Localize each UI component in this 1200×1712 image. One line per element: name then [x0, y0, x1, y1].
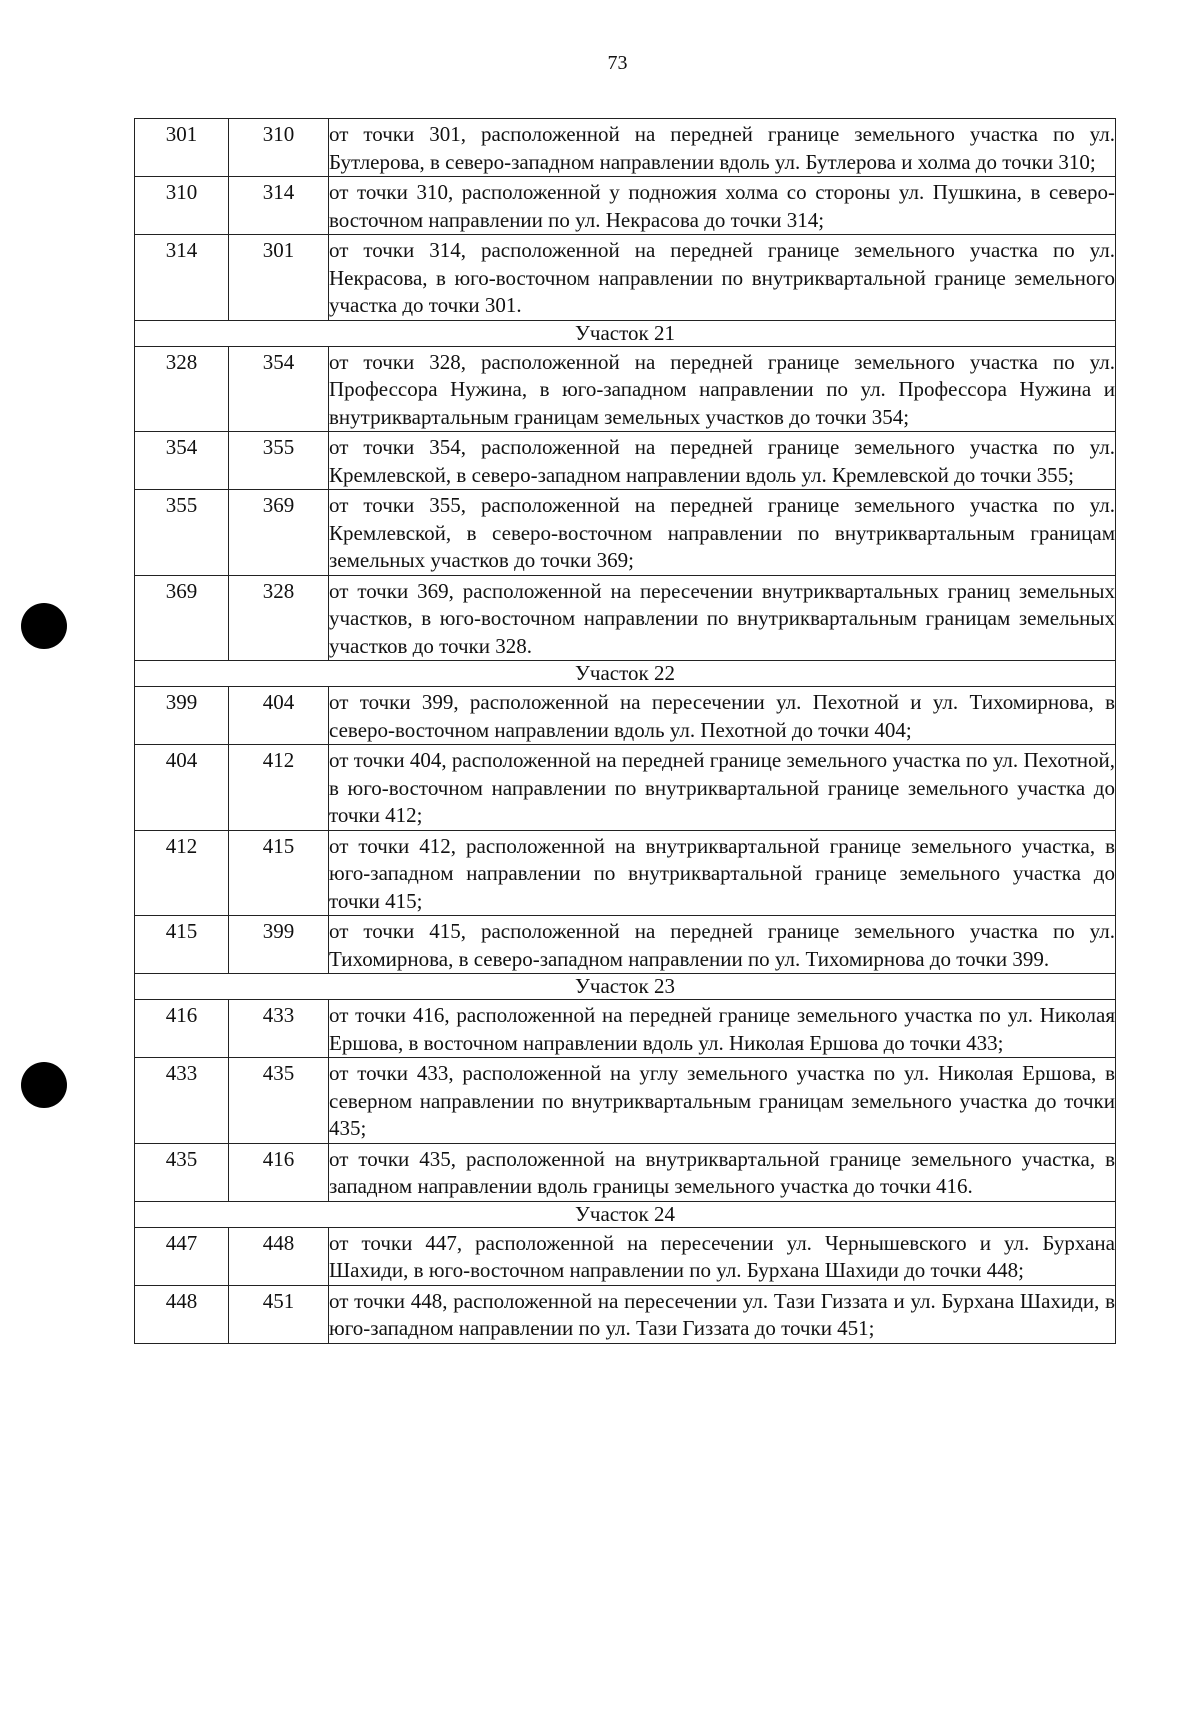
to-point-cell: 404: [229, 687, 329, 745]
description-cell: от точки 435, расположенной на внутриквартальной границе земельного участка, в западном направлении вдоль границы земельного участка до точки 416.: [329, 1143, 1116, 1201]
description-cell: от точки 355, расположенной на передней границе земельного участка по ул. Кремлевской, в северо-восточном направлении по внутриквартальным границам земельных участков до точки 369;: [329, 490, 1116, 576]
section-header-row: [135, 320, 1116, 346]
page-number: 73: [607, 52, 628, 74]
to-point-cell: 415: [229, 830, 329, 916]
section-title: Участок 24: [135, 1201, 1116, 1227]
table-row: [135, 1000, 1116, 1058]
description-cell: от точки 369, расположенной на пересечении внутриквартальных границ земельных участков, в юго-восточном направлении по внутриквартальным границам земельных участков до точки 328.: [329, 575, 1116, 661]
from-point-cell: 369: [135, 575, 229, 661]
from-point-cell: 328: [135, 346, 229, 432]
to-point-cell: 301: [229, 235, 329, 321]
description-cell: от точки 314, расположенной на передней границе земельного участка по ул. Некрасова, в юго-восточном направлении по внутриквартальной границе земельного участка до точки 301.: [329, 235, 1116, 321]
from-point-cell: 399: [135, 687, 229, 745]
table-row: [135, 119, 1116, 177]
from-point-cell: 301: [135, 119, 229, 177]
from-point-cell: 447: [135, 1227, 229, 1285]
table-row: [135, 1143, 1116, 1201]
to-point-cell: 310: [229, 119, 329, 177]
description-cell: от точки 412, расположенной на внутриквартальной границе земельного участка, в юго-западном направлении по внутриквартальной границе земельного участка до точки 415;: [329, 830, 1116, 916]
punch-hole: [21, 603, 67, 649]
table-row: [135, 745, 1116, 831]
from-point-cell: 415: [135, 916, 229, 974]
from-point-cell: 355: [135, 490, 229, 576]
table-row: [135, 687, 1116, 745]
section-header-row: [135, 661, 1116, 687]
description-cell: от точки 404, расположенной на передней границе земельного участка по ул. Пехотной, в юго-восточном направлении по внутриквартальной границе земельного участка до точки 412;: [329, 745, 1116, 831]
from-point-cell: 354: [135, 432, 229, 490]
section-title: Участок 23: [135, 974, 1116, 1000]
to-point-cell: 433: [229, 1000, 329, 1058]
from-point-cell: 448: [135, 1285, 229, 1343]
from-point-cell: 404: [135, 745, 229, 831]
description-cell: от точки 448, расположенной на пересечении ул. Тази Гиззата и ул. Бурхана Шахиди, в юго-западном направлении по ул. Тази Гиззата до точки 451;: [329, 1285, 1116, 1343]
section-title: Участок 22: [135, 661, 1116, 687]
from-point-cell: 435: [135, 1143, 229, 1201]
from-point-cell: 314: [135, 235, 229, 321]
from-point-cell: 416: [135, 1000, 229, 1058]
description-cell: от точки 328, расположенной на передней границе земельного участка по ул. Профессора Нужина, в юго-западном направлении по ул. Профессора Нужина и внутриквартальным границам земельных участков до точки 354;: [329, 346, 1116, 432]
punch-hole: [21, 1062, 67, 1108]
table-row: [135, 916, 1116, 974]
description-cell: от точки 416, расположенной на передней границе земельного участка по ул. Николая Ершова, в восточном направлении вдоль ул. Николая Ершова до точки 433;: [329, 1000, 1116, 1058]
table-row: [135, 1058, 1116, 1144]
to-point-cell: 369: [229, 490, 329, 576]
to-point-cell: 416: [229, 1143, 329, 1201]
from-point-cell: 433: [135, 1058, 229, 1144]
description-cell: от точки 399, расположенной на пересечении ул. Пехотной и ул. Тихомирнова, в северо-восточном направлении вдоль ул. Пехотной до точки 404;: [329, 687, 1116, 745]
table-row: [135, 346, 1116, 432]
table-row: [135, 830, 1116, 916]
to-point-cell: 354: [229, 346, 329, 432]
table-row: [135, 575, 1116, 661]
section-header-row: [135, 1201, 1116, 1227]
from-point-cell: 310: [135, 177, 229, 235]
table-row: [135, 1285, 1116, 1343]
boundary-table-body: [135, 119, 1116, 1344]
to-point-cell: 314: [229, 177, 329, 235]
description-cell: от точки 310, расположенной у подножия холма со стороны ул. Пушкина, в северо-восточном направлении по ул. Некрасова до точки 314;: [329, 177, 1116, 235]
table-row: [135, 432, 1116, 490]
to-point-cell: 355: [229, 432, 329, 490]
from-point-cell: 412: [135, 830, 229, 916]
table-row: [135, 177, 1116, 235]
boundary-table: [134, 118, 1116, 1344]
to-point-cell: 399: [229, 916, 329, 974]
to-point-cell: 328: [229, 575, 329, 661]
description-cell: от точки 354, расположенной на передней границе земельного участка по ул. Кремлевской, в северо-западном направлении вдоль ул. Кремлевской до точки 355;: [329, 432, 1116, 490]
to-point-cell: 448: [229, 1227, 329, 1285]
to-point-cell: 451: [229, 1285, 329, 1343]
description-cell: от точки 301, расположенной на передней границе земельного участка по ул. Бутлерова, в северо-западном направлении вдоль ул. Бутлерова и холма до точки 310;: [329, 119, 1116, 177]
description-cell: от точки 415, расположенной на передней границе земельного участка по ул. Тихомирнова, в северо-западном направлении по ул. Тихомирнова до точки 399.: [329, 916, 1116, 974]
table-row: [135, 490, 1116, 576]
description-cell: от точки 433, расположенной на углу земельного участка по ул. Николая Ершова, в северном направлении по внутриквартальным границам земельного участка до точки 435;: [329, 1058, 1116, 1144]
to-point-cell: 435: [229, 1058, 329, 1144]
section-title: Участок 21: [135, 320, 1116, 346]
description-cell: от точки 447, расположенной на пересечении ул. Чернышевского и ул. Бурхана Шахиди, в юго-восточном направлении по ул. Бурхана Шахиди до точки 448;: [329, 1227, 1116, 1285]
table-row: [135, 235, 1116, 321]
table-row: [135, 1227, 1116, 1285]
to-point-cell: 412: [229, 745, 329, 831]
section-header-row: [135, 974, 1116, 1000]
